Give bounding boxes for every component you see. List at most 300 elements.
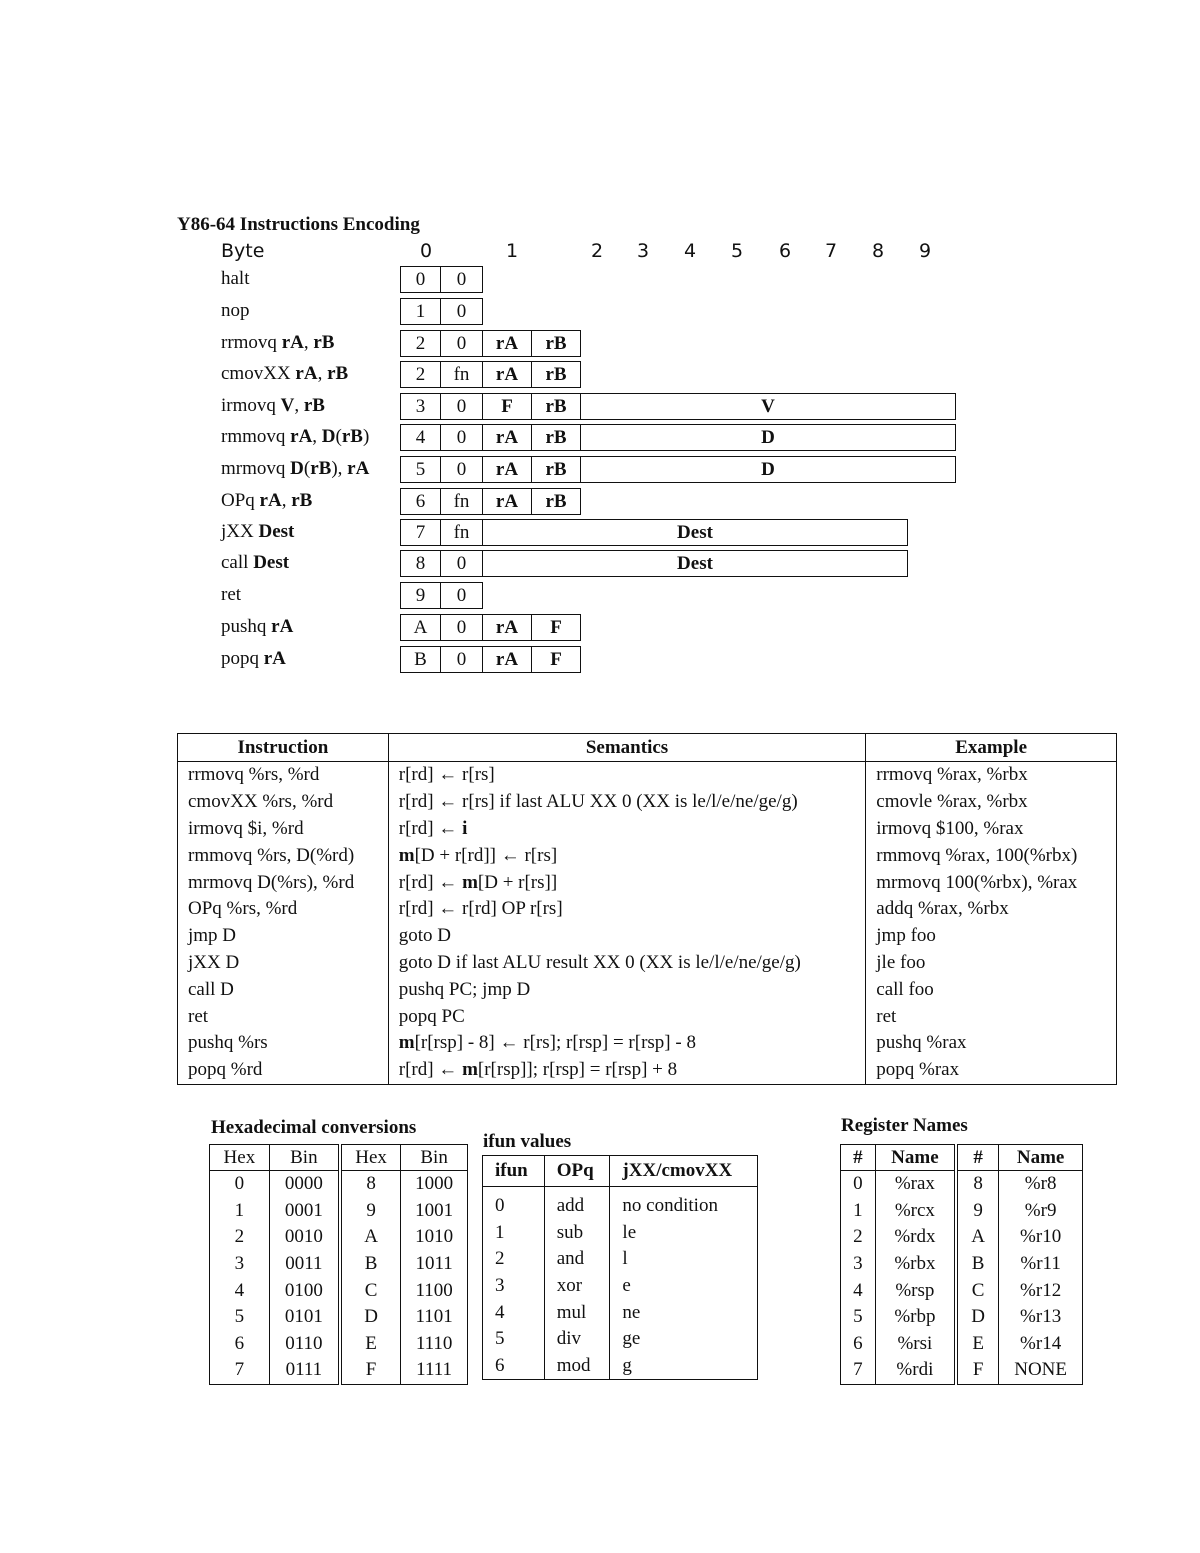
- semantics-cell: [866, 950, 1117, 977]
- encoding-cell: D: [580, 456, 956, 483]
- encoding-cell: 0: [440, 298, 483, 325]
- ifun-header: jXX/cmovXX: [610, 1156, 758, 1187]
- registers-row: [841, 1224, 1083, 1251]
- instruction-label: [221, 521, 294, 543]
- registers-cell: 3: [841, 1251, 876, 1278]
- ifun-cell: mod: [544, 1353, 610, 1380]
- hex-cell: 0100: [269, 1277, 340, 1304]
- hex-cell: 0001: [269, 1198, 340, 1225]
- text-segment: ),: [331, 458, 348, 479]
- semantics-cell: [178, 1003, 389, 1030]
- semantics-row: [178, 842, 1117, 869]
- semantics-cell: [388, 1003, 866, 1030]
- instruction-label: [221, 395, 325, 417]
- text-segment: pushq: [221, 616, 272, 637]
- encoding-cell: Dest: [482, 519, 908, 546]
- byte-number: 1: [506, 240, 519, 262]
- registers-header: Name: [999, 1145, 1083, 1171]
- ifun-table: [482, 1155, 758, 1380]
- encoding-cell: 0: [440, 330, 483, 357]
- semantics-row: [178, 789, 1117, 816]
- registers-cell: %r13: [999, 1304, 1083, 1331]
- hex-cell: 1110: [401, 1331, 468, 1358]
- encoding-cell: 5: [400, 456, 441, 483]
- encoding-cell: fn: [440, 519, 483, 546]
- semantics-row: [178, 950, 1117, 977]
- text-segment: ,: [317, 363, 328, 384]
- ifun-header-row: [483, 1156, 758, 1187]
- semantics-cell: [866, 842, 1117, 869]
- semantics-cell: [178, 869, 389, 896]
- registers-cell: 6: [841, 1331, 876, 1358]
- hex-body: [210, 1171, 468, 1385]
- text-segment: rrmovq: [221, 332, 282, 353]
- ifun-header: OPq: [544, 1156, 610, 1187]
- hex-cell: 1111: [401, 1357, 468, 1384]
- encoding-cell: fn: [440, 361, 483, 388]
- encoding-cell: 0: [440, 646, 483, 673]
- registers-cell: 0: [841, 1171, 876, 1198]
- hex-cell: 1000: [401, 1171, 468, 1198]
- registers-cell: 4: [841, 1277, 876, 1304]
- text-segment: rA: [290, 426, 313, 447]
- text-segment: rB: [310, 458, 332, 479]
- text-segment: Dest: [258, 521, 295, 542]
- encoding-cell: D: [580, 424, 956, 451]
- text-segment: m: [398, 844, 415, 866]
- encoding-cell: B: [400, 646, 441, 673]
- ifun-header: ifun: [483, 1156, 545, 1187]
- encoding-cell: 0: [440, 266, 483, 293]
- encoding-cell: rB: [531, 393, 581, 420]
- text-segment: rB: [341, 426, 363, 447]
- byte-number: 8: [872, 240, 885, 262]
- encoding-cell: rB: [531, 330, 581, 357]
- semantics-cell: [866, 869, 1117, 896]
- ifun-cell: no condition: [610, 1187, 758, 1220]
- semantics-cell: [178, 1030, 389, 1057]
- instruction-label: [221, 426, 369, 448]
- text-segment: jXX: [221, 521, 259, 542]
- byte-number: 2: [591, 240, 604, 262]
- text-segment: jmp foo: [876, 925, 936, 947]
- hex-header: Hex: [340, 1145, 401, 1171]
- ifun-cell: 0: [483, 1187, 545, 1220]
- text-segment: m: [462, 871, 478, 893]
- encoding-cell: F: [531, 646, 581, 673]
- ifun-row: [483, 1326, 758, 1353]
- encoding-cell: F: [482, 393, 532, 420]
- byte-number: 0: [420, 240, 433, 262]
- ifun-row: [483, 1273, 758, 1300]
- text-segment: rmmovq %rs, D(%rd): [188, 844, 355, 866]
- encoding-cell: 0: [440, 614, 483, 641]
- registers-cell: %r11: [999, 1251, 1083, 1278]
- semantics-cell: [388, 923, 866, 950]
- byte-number: 6: [779, 240, 792, 262]
- encoding-cell: 3: [400, 393, 441, 420]
- encoding-cell: 0: [440, 582, 483, 609]
- hex-cell: 1011: [401, 1251, 468, 1278]
- semantics-row: [178, 896, 1117, 923]
- encoding-cell: 1: [400, 298, 441, 325]
- text-segment: ret: [876, 1005, 897, 1027]
- hex-cell: E: [340, 1331, 401, 1358]
- semantics-cell: [388, 816, 866, 843]
- semantics-row: [178, 1003, 1117, 1030]
- registers-title: Register Names: [841, 1115, 968, 1136]
- text-segment: ): [362, 426, 370, 447]
- hex-cell: 1001: [401, 1198, 468, 1225]
- registers-header: #: [956, 1145, 999, 1171]
- text-segment: [D + r[rs]]: [477, 871, 558, 893]
- text-segment: popq: [221, 648, 264, 669]
- ifun-cell: sub: [544, 1220, 610, 1247]
- hex-cell: 0101: [269, 1304, 340, 1331]
- text-segment: rA: [295, 363, 318, 384]
- text-segment: call D: [188, 978, 234, 1000]
- registers-row: [841, 1251, 1083, 1278]
- semantics-cell: [866, 1003, 1117, 1030]
- text-segment: popq %rax: [876, 1059, 960, 1081]
- text-segment: r[rd] ←: [398, 1059, 463, 1081]
- text-segment: popq %rd: [188, 1059, 263, 1081]
- semantics-cell: [178, 950, 389, 977]
- text-segment: (: [303, 458, 311, 479]
- encoding-cell: 6: [400, 488, 441, 515]
- text-segment: jXX D: [188, 951, 240, 973]
- byte-number: 4: [684, 240, 697, 262]
- semantics-cell: [178, 789, 389, 816]
- semantics-cell: [866, 923, 1117, 950]
- registers-cell: %rbx: [875, 1251, 956, 1278]
- encoding-cell: rA: [482, 424, 532, 451]
- text-segment: rA: [347, 458, 370, 479]
- hex-cell: C: [340, 1277, 401, 1304]
- byte-number: 7: [825, 240, 838, 262]
- hex-title: Hexadecimal conversions: [211, 1117, 417, 1138]
- registers-cell: B: [956, 1251, 999, 1278]
- hex-cell: 0011: [269, 1251, 340, 1278]
- text-segment: addq %rax, %rbx: [876, 898, 1009, 920]
- registers-cell: %rsp: [875, 1277, 956, 1304]
- ifun-row: [483, 1220, 758, 1247]
- semantics-cell: [178, 816, 389, 843]
- text-segment: cmovle %rax, %rbx: [876, 791, 1028, 813]
- ifun-row: [483, 1246, 758, 1273]
- hex-cell: 0: [210, 1171, 270, 1198]
- text-segment: mrmovq: [221, 458, 291, 479]
- semantics-table: [177, 733, 1117, 1085]
- encoding-cell: rA: [482, 646, 532, 673]
- encoding-cell: rA: [482, 488, 532, 515]
- encoding-cell: rA: [482, 614, 532, 641]
- text-segment: rA: [271, 616, 294, 637]
- hex-header-row: [210, 1145, 468, 1171]
- encoding-cell: 2: [400, 330, 441, 357]
- text-segment: nop: [221, 300, 250, 321]
- hex-cell: 0000: [269, 1171, 340, 1198]
- registers-cell: 1: [841, 1198, 876, 1225]
- hex-cell: 1: [210, 1198, 270, 1225]
- encoding-cell: rA: [482, 330, 532, 357]
- semantics-cell: [388, 976, 866, 1003]
- semantics-cell: [178, 842, 389, 869]
- text-segment: D: [290, 458, 304, 479]
- registers-cell: 9: [956, 1198, 999, 1225]
- registers-cell: %rbp: [875, 1304, 956, 1331]
- instruction-label: [221, 300, 250, 322]
- semantics-cell: [388, 789, 866, 816]
- text-segment: pushq %rax: [876, 1032, 967, 1054]
- encoding-cell: 9: [400, 582, 441, 609]
- hex-table: [209, 1144, 468, 1385]
- registers-cell: %r10: [999, 1224, 1083, 1251]
- text-segment: irmovq $i, %rd: [188, 817, 304, 839]
- instruction-label: [221, 584, 241, 606]
- semantics-row: [178, 869, 1117, 896]
- encoding-cell: rA: [482, 456, 532, 483]
- registers-cell: D: [956, 1304, 999, 1331]
- encoding-cell: rA: [482, 361, 532, 388]
- registers-cell: F: [956, 1357, 999, 1384]
- encoding-cell: 0: [440, 424, 483, 451]
- text-segment: pushq %rs: [188, 1032, 268, 1054]
- hex-cell: 3: [210, 1251, 270, 1278]
- semantics-cell: [866, 816, 1117, 843]
- hex-cell: 6: [210, 1331, 270, 1358]
- hex-cell: 2: [210, 1224, 270, 1251]
- semantics-cell: [178, 1057, 389, 1084]
- registers-cell: %rsi: [875, 1331, 956, 1358]
- hex-row: [210, 1198, 468, 1225]
- ifun-cell: 3: [483, 1273, 545, 1300]
- byte-number: 3: [637, 240, 650, 262]
- text-segment: r[rd] ← r[rd] OP r[rs]: [398, 898, 563, 920]
- text-segment: [r[rsp]]; r[rsp] = r[rsp] + 8: [477, 1059, 678, 1081]
- hex-cell: A: [340, 1224, 401, 1251]
- text-segment: ,: [294, 395, 304, 416]
- text-segment: ret: [188, 1005, 209, 1027]
- ifun-row: [483, 1353, 758, 1380]
- instruction-label: [221, 268, 250, 290]
- hex-row: [210, 1357, 468, 1384]
- text-segment: i: [462, 817, 468, 839]
- text-segment: r[rd] ← r[rs]: [398, 764, 495, 786]
- encoding-cell: 4: [400, 424, 441, 451]
- ifun-cell: mul: [544, 1299, 610, 1326]
- text-segment: rA: [259, 490, 282, 511]
- text-segment: rB: [303, 395, 325, 416]
- text-segment: m: [398, 1032, 415, 1054]
- encoding-cell: 0: [400, 266, 441, 293]
- text-segment: (: [335, 426, 342, 447]
- registers-cell: NONE: [999, 1357, 1083, 1384]
- text-segment: [D + r[rd]] ← r[rs]: [414, 844, 558, 866]
- encoding-cell: F: [531, 614, 581, 641]
- ifun-cell: div: [544, 1326, 610, 1353]
- encoding-cell: 7: [400, 519, 441, 546]
- ifun-body: [483, 1187, 758, 1380]
- semantics-cell: [388, 842, 866, 869]
- registers-cell: %r14: [999, 1331, 1083, 1358]
- registers-header-row: [841, 1145, 1083, 1171]
- registers-cell: 2: [841, 1224, 876, 1251]
- ifun-cell: 5: [483, 1326, 545, 1353]
- encoding-cell: rB: [531, 424, 581, 451]
- instruction-label: [221, 552, 289, 574]
- registers-cell: 8: [956, 1171, 999, 1198]
- semantics-cell: [866, 762, 1117, 789]
- instruction-label: [221, 458, 369, 480]
- semantics-header-instruction: Instruction: [178, 734, 389, 762]
- hex-row: [210, 1224, 468, 1251]
- registers-cell: %rcx: [875, 1198, 956, 1225]
- semantics-cell: [388, 762, 866, 789]
- text-segment: [r[rsp] - 8] ← r[rs]; r[rsp] = r[rsp] - 8: [414, 1032, 696, 1054]
- encoding-cell: rB: [531, 456, 581, 483]
- registers-cell: %r8: [999, 1171, 1083, 1198]
- text-segment: r[rd] ← r[rs] if last ALU XX 0 (XX is le/l/e/ne/ge/g): [398, 791, 798, 813]
- hex-header: Hex: [210, 1145, 270, 1171]
- registers-cell: %r9: [999, 1198, 1083, 1225]
- registers-cell: %rdi: [875, 1357, 956, 1384]
- ifun-cell: 1: [483, 1220, 545, 1247]
- registers-cell: %rdx: [875, 1224, 956, 1251]
- ifun-cell: 2: [483, 1246, 545, 1273]
- registers-cell: A: [956, 1224, 999, 1251]
- text-segment: goto D if last ALU result XX 0 (XX is le/l/e/ne/ge/g): [398, 951, 801, 973]
- encoding-cell: rB: [531, 361, 581, 388]
- instruction-label: [221, 363, 348, 385]
- semantics-cell: [388, 1057, 866, 1084]
- semantics-row: [178, 976, 1117, 1003]
- hex-row: [210, 1171, 468, 1198]
- ifun-cell: 6: [483, 1353, 545, 1380]
- encoding-title: Y86-64 Instructions Encoding: [177, 214, 420, 235]
- semantics-cell: [866, 1030, 1117, 1057]
- registers-row: [841, 1277, 1083, 1304]
- hex-cell: 0110: [269, 1331, 340, 1358]
- text-segment: jmp D: [188, 925, 237, 947]
- ifun-row: [483, 1299, 758, 1326]
- ifun-cell: e: [610, 1273, 758, 1300]
- hex-row: [210, 1331, 468, 1358]
- text-segment: irmovq $100, %rax: [876, 817, 1024, 839]
- encoding-cell: 2: [400, 361, 441, 388]
- hex-cell: D: [340, 1304, 401, 1331]
- semantics-header-row: [178, 734, 1117, 762]
- registers-row: [841, 1357, 1083, 1384]
- text-segment: ,: [312, 426, 322, 447]
- byte-label: Byte: [221, 240, 265, 262]
- byte-number: 5: [731, 240, 744, 262]
- ifun-cell: ne: [610, 1299, 758, 1326]
- text-segment: ,: [281, 490, 292, 511]
- text-segment: popq PC: [398, 1005, 465, 1027]
- text-segment: mrmovq 100(%rbx), %rax: [876, 871, 1078, 893]
- semantics-cell: [866, 1057, 1117, 1084]
- text-segment: goto D: [398, 925, 451, 947]
- text-segment: ,: [303, 332, 314, 353]
- hex-cell: F: [340, 1357, 401, 1384]
- hex-row: [210, 1277, 468, 1304]
- hex-cell: 8: [340, 1171, 401, 1198]
- instruction-label: [221, 616, 293, 638]
- text-segment: rrmovq %rax, %rbx: [876, 764, 1028, 786]
- hex-cell: 1010: [401, 1224, 468, 1251]
- encoding-cell: 0: [440, 456, 483, 483]
- encoding-cell: 0: [440, 393, 483, 420]
- registers-row: [841, 1171, 1083, 1198]
- text-segment: ret: [221, 584, 242, 605]
- hex-row: [210, 1304, 468, 1331]
- semantics-cell: [866, 789, 1117, 816]
- text-segment: D: [321, 426, 336, 447]
- hex-cell: 5: [210, 1304, 270, 1331]
- hex-cell: 9: [340, 1198, 401, 1225]
- hex-header: Bin: [269, 1145, 340, 1171]
- ifun-cell: xor: [544, 1273, 610, 1300]
- instruction-label: [221, 490, 312, 512]
- text-segment: rrmovq %rs, %rd: [188, 764, 320, 786]
- encoding-cell: Dest: [482, 550, 908, 577]
- text-segment: cmovXX %rs, %rd: [188, 791, 334, 813]
- registers-header: #: [841, 1145, 876, 1171]
- encoding-cell: 8: [400, 550, 441, 577]
- text-segment: rA: [263, 648, 286, 669]
- semantics-cell: [388, 896, 866, 923]
- semantics-row: [178, 923, 1117, 950]
- semantics-cell: [388, 1030, 866, 1057]
- semantics-cell: [178, 923, 389, 950]
- registers-cell: %rax: [875, 1171, 956, 1198]
- registers-cell: %r12: [999, 1277, 1083, 1304]
- semantics-cell: [388, 869, 866, 896]
- text-segment: rB: [291, 490, 313, 511]
- text-segment: OPq %rs, %rd: [188, 898, 298, 920]
- encoding-cell: A: [400, 614, 441, 641]
- hex-cell: 0010: [269, 1224, 340, 1251]
- text-segment: rA: [281, 332, 304, 353]
- semantics-header-example: Example: [866, 734, 1117, 762]
- registers-row: [841, 1331, 1083, 1358]
- encoding-cell: fn: [440, 488, 483, 515]
- text-segment: rmmovq: [221, 426, 291, 447]
- hex-row: [210, 1251, 468, 1278]
- text-segment: call: [221, 552, 254, 573]
- text-segment: mrmovq D(%rs), %rd: [188, 871, 355, 893]
- semantics-row: [178, 816, 1117, 843]
- semantics-cell: [178, 976, 389, 1003]
- registers-cell: C: [956, 1277, 999, 1304]
- semantics-cell: [388, 950, 866, 977]
- text-segment: m: [462, 1059, 478, 1081]
- ifun-row: [483, 1187, 758, 1220]
- text-segment: OPq: [221, 490, 260, 511]
- registers-row: [841, 1198, 1083, 1225]
- text-segment: V: [280, 395, 295, 416]
- hex-cell: 1100: [401, 1277, 468, 1304]
- registers-cell: E: [956, 1331, 999, 1358]
- text-segment: jle foo: [876, 951, 926, 973]
- encoding-cell: V: [580, 393, 956, 420]
- ifun-cell: l: [610, 1246, 758, 1273]
- ifun-cell: add: [544, 1187, 610, 1220]
- semantics-body: [178, 762, 1117, 1085]
- hex-cell: 4: [210, 1277, 270, 1304]
- hex-header: Bin: [401, 1145, 468, 1171]
